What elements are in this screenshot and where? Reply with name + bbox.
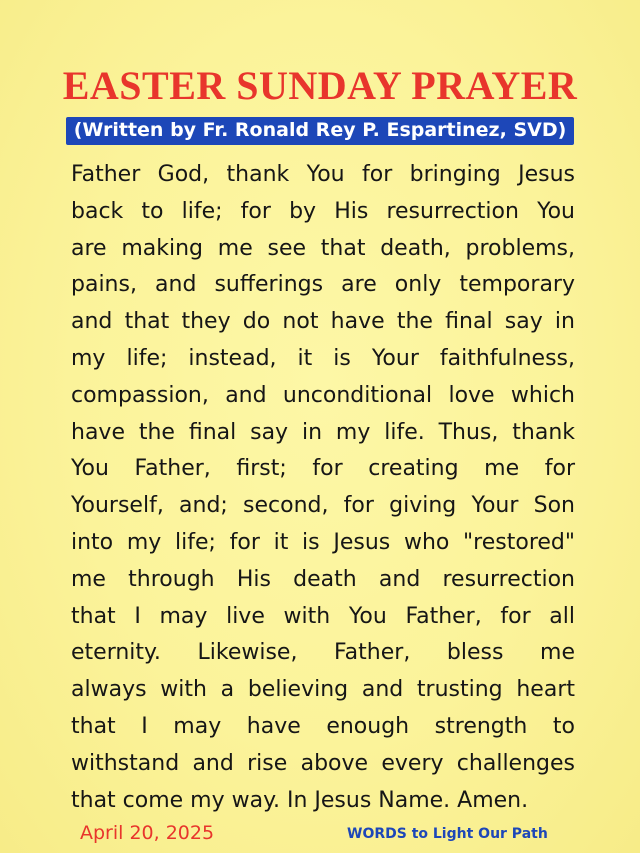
prayer-line: are making me see that death, problems, [71, 235, 575, 261]
prayer-line: pains, and sufferings are only temporary [71, 272, 575, 298]
prayer-line: that I may live with You Father, for all [71, 603, 575, 629]
prayer-line: You Father, first; for creating me for [71, 456, 575, 482]
prayer-line: compassion, and unconditional love which [71, 382, 575, 408]
prayer-line: withstand and rise above every challenges [71, 750, 575, 776]
prayer-line: and that they do not have the final say in [71, 309, 575, 335]
prayer-line: my life; instead, it is Your faithfulness, [71, 345, 575, 371]
prayer-text [71, 157, 575, 819]
page-title: EASTER SUNDAY PRAYER [62, 63, 578, 108]
date-label: April 20, 2025 [80, 822, 215, 844]
prayer-line: back to life; for by His resurrection You [71, 198, 575, 224]
prayer-line: that come my way. In Jesus Name. Amen. [71, 787, 529, 813]
prayer-line: that I may have enough strength to [71, 713, 575, 739]
prayer-line: always with a believing and trusting heart [71, 677, 575, 703]
prayer-line: eternity. Likewise, Father, bless me [71, 640, 575, 666]
prayer-line: me through His death and resurrection [71, 566, 575, 592]
credit-label: WORDS to Light Our Path [347, 826, 548, 842]
prayer-line: into my life; for it is Jesus who "restored" [71, 529, 575, 555]
prayer-line: have the final say in my life. Thus, thank [71, 419, 575, 445]
author-banner [0, 117, 640, 145]
author-label: (Written by Fr. Ronald Rey P. Espartinez, SVD) [66, 117, 575, 145]
prayer-line: Yourself, and; second, for giving Your Son [71, 493, 575, 519]
prayer-line: Father God, thank You for bringing Jesus [71, 162, 575, 187]
